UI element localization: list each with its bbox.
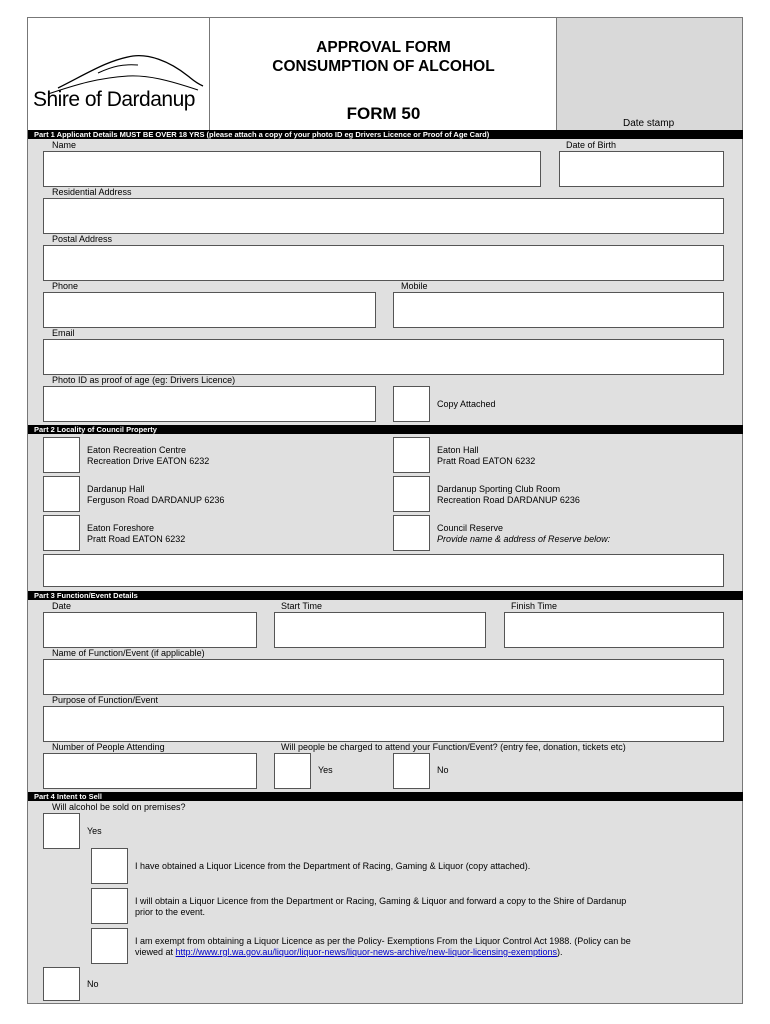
form-title-line2: CONSUMPTION OF ALCOHOL [272, 58, 495, 75]
form-number: FORM 50 [346, 104, 421, 123]
photo-id-label: Photo ID as proof of age (eg: Drivers Licence) [52, 375, 236, 385]
form-title-line1: APPROVAL FORM [316, 39, 451, 56]
council-reserve-checkbox[interactable] [393, 515, 430, 551]
dob-label: Date of Birth [566, 140, 617, 150]
part3-heading: Part 3 Function/Event Details [28, 591, 743, 600]
dardanup-sporting-name: Dardanup Sporting Club Room [437, 484, 561, 494]
hills-logo-icon [28, 18, 210, 130]
licence-exempt-line1: I am exempt from obtaining a Liquor Licence as per the Policy- Exemptions From the Liquor Control Act 1988. (Policy can be [135, 936, 631, 946]
licence-exempt-line2 [135, 947, 563, 958]
event-date-field[interactable] [43, 612, 257, 648]
sell-yes-label: Yes [87, 826, 102, 836]
people-field[interactable] [43, 753, 257, 789]
purpose-label: Purpose of Function/Event [52, 695, 159, 705]
link-suffix: ). [557, 947, 563, 957]
charged-no-label: No [437, 765, 449, 775]
charged-no-checkbox[interactable] [393, 753, 430, 789]
mobile-field[interactable] [393, 292, 724, 328]
sell-question: Will alcohol be sold on premises? [52, 802, 186, 812]
logo-text: Shire of Dardanup [33, 88, 195, 111]
copy-attached-label: Copy Attached [437, 399, 496, 409]
charged-yes-label: Yes [318, 765, 333, 775]
finish-time-label: Finish Time [511, 601, 558, 611]
mobile-label: Mobile [401, 281, 428, 291]
licence-obtained-label: I have obtained a Liquor Licence from the Department of Racing, Gaming & Liquor (copy attached). [135, 861, 531, 871]
licence-will-obtain-line1: I will obtain a Liquor Licence from the Department or Racing, Gaming & Liquor and forward a copy to the Shire of Dardanup [135, 896, 627, 906]
eaton-hall-checkbox[interactable] [393, 437, 430, 473]
copy-attached-checkbox[interactable] [393, 386, 430, 422]
dardanup-sporting-checkbox[interactable] [393, 476, 430, 512]
date-stamp-label: Date stamp [623, 118, 675, 129]
email-label: Email [52, 328, 75, 338]
dardanup-hall-checkbox[interactable] [43, 476, 80, 512]
eaton-rec-centre-checkbox[interactable] [43, 437, 80, 473]
eaton-foreshore-name: Eaton Foreshore [87, 523, 155, 533]
licence-obtained-checkbox[interactable] [91, 848, 128, 884]
logo-area [28, 18, 210, 130]
viewed-at-text: viewed at [135, 947, 176, 957]
licence-exempt-checkbox[interactable] [91, 928, 128, 964]
residential-label: Residential Address [52, 187, 132, 197]
eaton-hall-name: Eaton Hall [437, 445, 479, 455]
dardanup-hall-addr: Ferguson Road DARDANUP 6236 [87, 495, 225, 505]
licence-will-obtain-checkbox[interactable] [91, 888, 128, 924]
part2-heading: Part 2 Locality of Council Property [28, 425, 743, 434]
event-name-label: Name of Function/Event (if applicable) [52, 648, 205, 658]
event-name-field[interactable] [43, 659, 724, 695]
eaton-foreshore-checkbox[interactable] [43, 515, 80, 551]
exemptions-link[interactable]: http://www.rgl.wa.gov.au/liquor/liquor-news/liquor-news-archive/new-liquor-licensing-exemptions [175, 947, 558, 957]
start-time-label: Start Time [281, 601, 323, 611]
charged-question: Will people be charged to attend your Function/Event? (entry fee, donation, tickets etc) [281, 742, 626, 752]
residential-field[interactable] [43, 198, 724, 234]
eaton-rec-centre-name: Eaton Recreation Centre [87, 445, 187, 455]
dob-field[interactable] [559, 151, 724, 187]
eaton-hall-addr: Pratt Road EATON 6232 [437, 456, 536, 466]
part4-heading: Part 4 Intent to Sell [28, 792, 743, 801]
start-time-field[interactable] [274, 612, 486, 648]
date-stamp-area [557, 18, 742, 130]
finish-time-field[interactable] [504, 612, 724, 648]
purpose-field[interactable] [43, 706, 724, 742]
council-reserve-name: Council Reserve [437, 523, 504, 533]
name-label: Name [52, 140, 77, 150]
dardanup-sporting-addr: Recreation Road DARDANUP 6236 [437, 495, 580, 505]
charged-yes-checkbox[interactable] [274, 753, 311, 789]
reserve-details-field[interactable] [43, 554, 724, 587]
name-field[interactable] [43, 151, 541, 187]
postal-label: Postal Address [52, 234, 113, 244]
sell-no-label: No [87, 979, 99, 989]
council-reserve-instruction: Provide name & address of Reserve below: [437, 534, 611, 544]
eaton-rec-centre-addr: Recreation Drive EATON 6232 [87, 456, 210, 466]
phone-field[interactable] [43, 292, 376, 328]
eaton-foreshore-addr: Pratt Road EATON 6232 [87, 534, 186, 544]
photo-id-field[interactable] [43, 386, 376, 422]
date-label: Date [52, 601, 72, 611]
people-label: Number of People Attending [52, 742, 165, 752]
sell-no-checkbox[interactable] [43, 967, 80, 1001]
part1-heading: Part 1 Applicant Details MUST BE OVER 18 YRS (please attach a copy of your photo ID eg Drivers Licence or Proof of Age Card) [28, 130, 743, 139]
sell-yes-checkbox[interactable] [43, 813, 80, 849]
email-field[interactable] [43, 339, 724, 375]
licence-will-obtain-line2: prior to the event. [135, 907, 206, 917]
postal-field[interactable] [43, 245, 724, 281]
dardanup-hall-name: Dardanup Hall [87, 484, 145, 494]
phone-label: Phone [52, 281, 79, 291]
